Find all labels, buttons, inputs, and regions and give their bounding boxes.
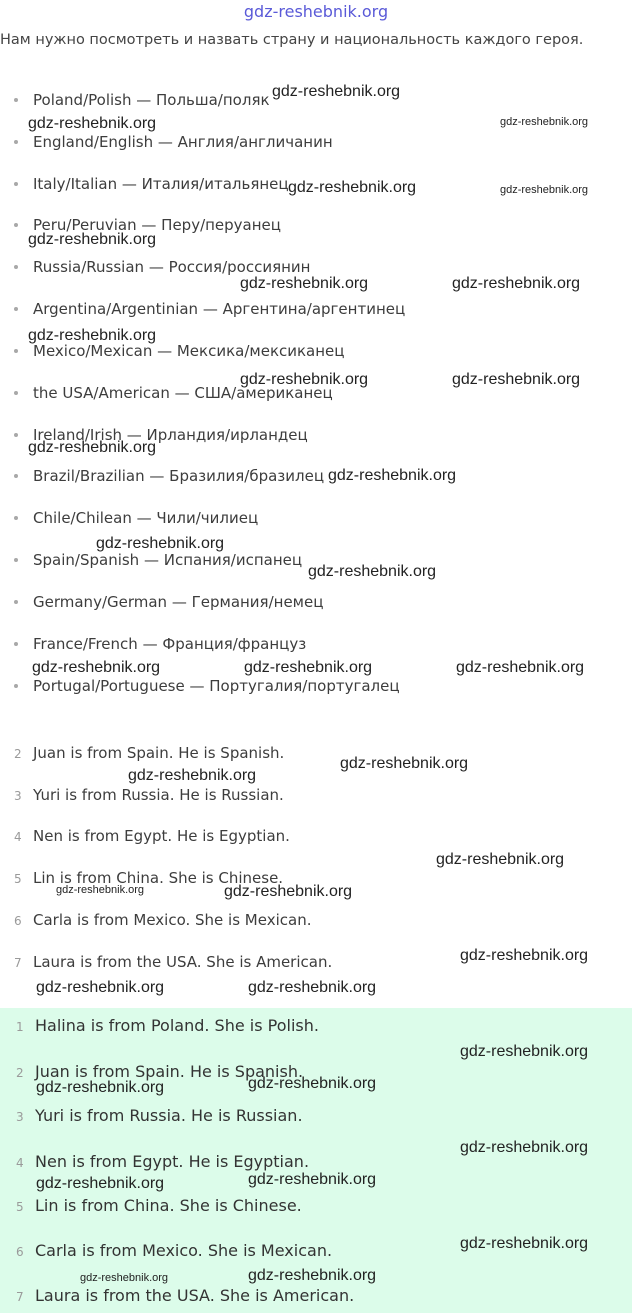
watermark: gdz-reshebnik.org [128, 767, 257, 784]
list-item: Germany/German — Германия/немец [14, 593, 323, 611]
watermark: gdz-reshebnik.org [80, 1272, 169, 1284]
watermark: gdz-reshebnik.org [500, 184, 589, 196]
watermark: gdz-reshebnik.org [460, 947, 589, 964]
watermark: gdz-reshebnik.org [460, 1235, 589, 1252]
watermark: gdz-reshebnik.org [28, 439, 157, 456]
watermark: gdz-reshebnik.org [240, 275, 369, 292]
watermark: gdz-reshebnik.org [248, 979, 377, 996]
watermark: gdz-reshebnik.org [244, 659, 373, 676]
watermark: gdz-reshebnik.org [32, 659, 161, 676]
watermark: gdz-reshebnik.org [28, 231, 157, 248]
list-item: 5 Lin is from China. She is Chinese. [14, 869, 284, 887]
list-item: Italy/Italian — Италия/итальянец [14, 175, 289, 193]
list-item: 2 Juan is from Spain. He is Spanish. [14, 744, 285, 762]
watermark: gdz-reshebnik.org [308, 563, 437, 580]
watermark: gdz-reshebnik.org [28, 327, 157, 344]
site-header[interactable]: gdz-reshebnik.org [243, 2, 389, 21]
list-item: Brazil/Brazilian — Бразилия/бразилец [14, 467, 324, 485]
watermark: gdz-reshebnik.org [36, 1175, 165, 1192]
watermark: gdz-reshebnik.org [248, 1171, 377, 1188]
watermark: gdz-reshebnik.org [328, 467, 457, 484]
list-item: Portugal/Portuguese — Португалия/португалец [14, 677, 400, 695]
watermark: gdz-reshebnik.org [452, 371, 581, 388]
watermark: gdz-reshebnik.org [96, 535, 225, 552]
answer-item: 6 Carla is from Mexico. She is Mexican. [16, 1241, 333, 1260]
watermark: gdz-reshebnik.org [248, 1075, 377, 1092]
watermark: gdz-reshebnik.org [436, 851, 565, 868]
list-item: Spain/Spanish — Испания/испанец [14, 551, 302, 569]
list-item: Ireland/Irish — Ирландия/ирландец [14, 426, 308, 444]
watermark: gdz-reshebnik.org [340, 755, 469, 772]
watermark: gdz-reshebnik.org [272, 83, 401, 100]
list-item: Poland/Polish — Польша/поляк [14, 91, 270, 109]
list-item: 6 Carla is from Mexico. She is Mexican. [14, 911, 312, 929]
list-item: Peru/Peruvian — Перу/перуанец [14, 216, 281, 234]
list-item: Russia/Russian — Россия/россиянин [14, 258, 310, 276]
watermark: gdz-reshebnik.org [248, 1267, 377, 1284]
list-item: Chile/Chilean — Чили/чилиец [14, 509, 258, 527]
answer-item: 3 Yuri is from Russia. He is Russian. [16, 1106, 303, 1125]
watermark: gdz-reshebnik.org [288, 179, 417, 196]
watermark: gdz-reshebnik.org [460, 1043, 589, 1060]
list-item: France/French — Франция/француз [14, 635, 306, 653]
watermark: gdz-reshebnik.org [36, 979, 165, 996]
watermark: gdz-reshebnik.org [28, 115, 157, 132]
answer-item: 5 Lin is from China. She is Chinese. [16, 1196, 302, 1215]
intro-text: Нам нужно посмотреть и назвать страну и национальность каждого героя. [0, 32, 584, 48]
watermark: gdz-reshebnik.org [224, 883, 353, 900]
answer-item: 1 Halina is from Poland. She is Polish. [16, 1016, 319, 1035]
answer-item: 7 Laura is from the USA. She is American. [16, 1286, 355, 1305]
watermark: gdz-reshebnik.org [456, 659, 585, 676]
list-item: the USA/American — США/американец [14, 384, 333, 402]
watermark: gdz-reshebnik.org [452, 275, 581, 292]
watermark: gdz-reshebnik.org [36, 1079, 165, 1096]
answer-item: 4 Nen is from Egypt. He is Egyptian. [16, 1152, 310, 1171]
list-item: Argentina/Argentinian — Аргентина/аргентинец [14, 300, 405, 318]
watermark: gdz-reshebnik.org [56, 884, 145, 896]
answer-item: 2 Juan is from Spain. He is Spanish. [16, 1062, 304, 1081]
list-item: Mexico/Mexican — Мексика/мексиканец [14, 342, 345, 360]
list-item: 7 Laura is from the USA. She is American. [14, 953, 333, 971]
list-item: England/English — Англия/англичанин [14, 133, 333, 151]
list-item: 4 Nen is from Egypt. He is Egyptian. [14, 827, 290, 845]
watermark: gdz-reshebnik.org [500, 116, 589, 128]
watermark: gdz-reshebnik.org [240, 371, 369, 388]
list-item: 3 Yuri is from Russia. He is Russian. [14, 786, 284, 804]
watermark: gdz-reshebnik.org [460, 1139, 589, 1156]
